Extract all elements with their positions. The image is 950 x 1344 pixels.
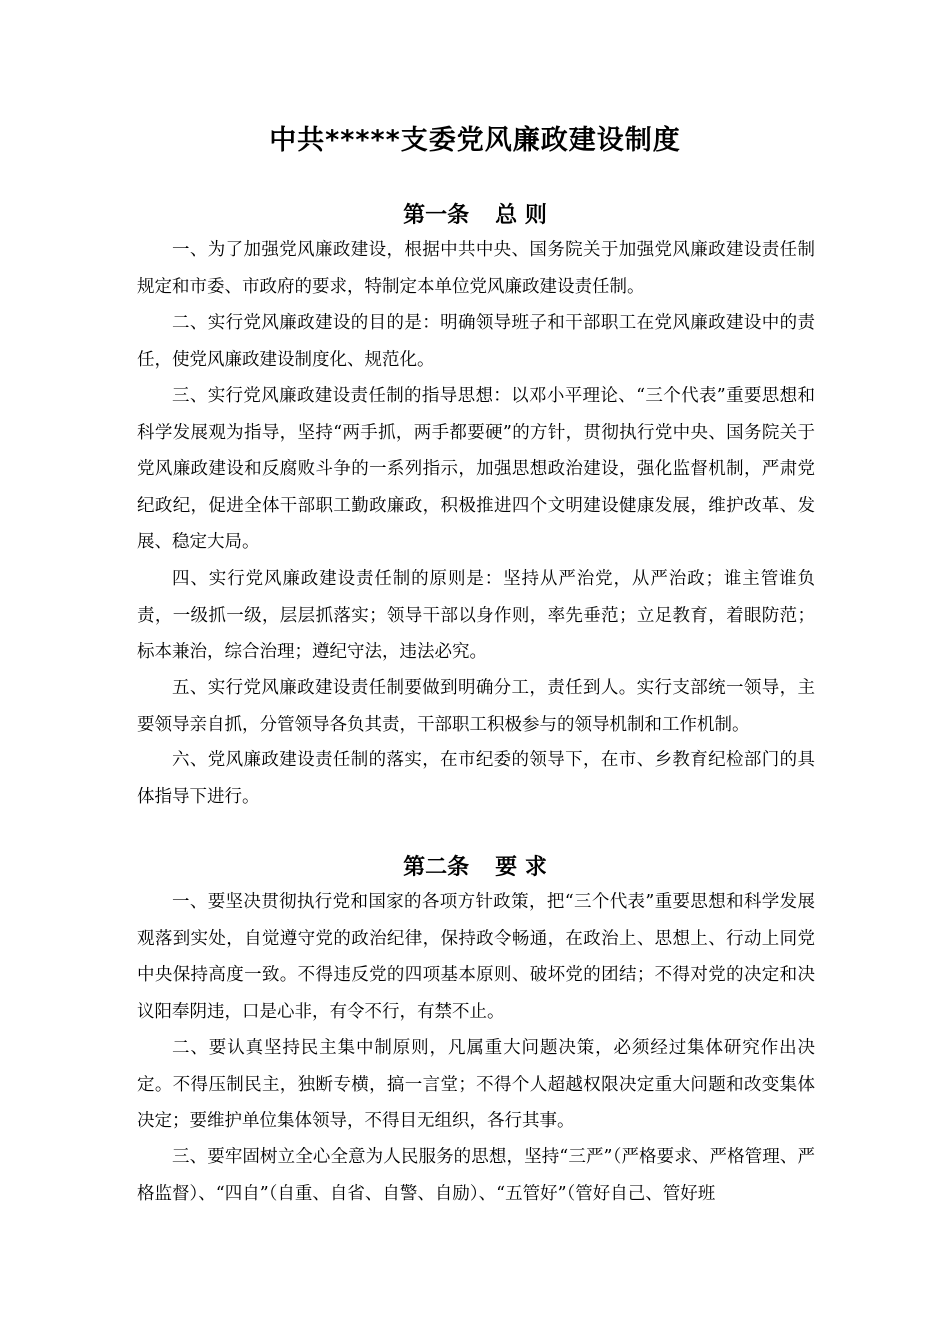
section-1-article: 第一条 (403, 203, 470, 228)
section-1-paragraph-4: 四、实行党风廉政建设责任制的原则是：坚持从严治党，从严治政；谁主管谁负责，一级抓一级，层层抓落实；领导干部以身作则，率先垂范；立足教育，着眼防范；标本兼治，综合治理；遵纪守法，违法必究。 (137, 569, 815, 662)
section-2-paragraph-2: 二、要认真坚持民主集中制原则，凡属重大问题决策，必须经过集体研究作出决定。不得压制民主，独断专横，搞一言堂；不得个人超越权限决定重大问题和改变集体决定；要维护单位集体领导，不得目无组织，各行其事。 (137, 1038, 815, 1131)
section-heading-2 (0, 850, 950, 881)
section-1-paragraph-1: 一、为了加强党风廉政建设，根据中共中央、国务院关于加强党风廉政建设责任制规定和市委、市政府的要求，特制定本单位党风廉政建设责任制。 (137, 240, 815, 297)
page-title: 中共*****支委党风廉政建设制度 (269, 125, 681, 156)
section-1-paragraph-6: 六、党风廉政建设责任制的落实，在市纪委的领导下，在市、乡教育纪检部门的具体指导下进行。 (137, 750, 815, 807)
section-2-paragraph-1: 一、要坚决贯彻执行党和国家的各项方针政策，把“三个代表”重要思想和科学发展观落到实处，自觉遵守党的政治纪律，保持政令畅通，在政治上、思想上、行动上同党中央保持高度一致。不得违反党的四项基本原则、破坏党的团结；不得对党的决定和决议阳奉阴违，口是心非，有令不行，有禁不止。 (137, 892, 815, 1022)
section-1-paragraph-5: 五、实行党风廉政建设责任制要做到明确分工，责任到人。实行支部统一领导，主要领导亲自抓，分管领导各负其责，干部职工积极参与的领导机制和工作机制。 (137, 678, 815, 735)
section-2-name: 要 求 (495, 855, 547, 880)
section-1-paragraph-2: 二、实行党风廉政建设的目的是：明确领导班子和干部职工在党风廉政建设中的责任，使党风廉政建设制度化、规范化。 (137, 313, 815, 370)
section-1-paragraph-3: 三、实行党风廉政建设责任制的指导思想：以邓小平理论、“三个代表”重要思想和科学发展观为指导，坚持“两手抓，两手都要硬”的方针，贯彻执行党中央、国务院关于党风廉政建设和反腐败斗争的一系列指示，加强思想政治建设，强化监督机制，严肃党纪政纪，促进全体干部职工勤政廉政，积极推进四个文明建设健康发展，维护改革、发展、稳定大局。 (137, 386, 815, 552)
section-heading-1 (0, 198, 950, 229)
section-2-article: 第二条 (403, 855, 470, 880)
section-1-name: 总 则 (495, 203, 547, 228)
section-2-paragraph-3: 三、要牢固树立全心全意为人民服务的思想，坚持“三严”（严格要求、严格管理、严格监督）、“四自”（自重、自省、自警、自励）、“五管好”（管好自己、管好班 (137, 1147, 815, 1204)
